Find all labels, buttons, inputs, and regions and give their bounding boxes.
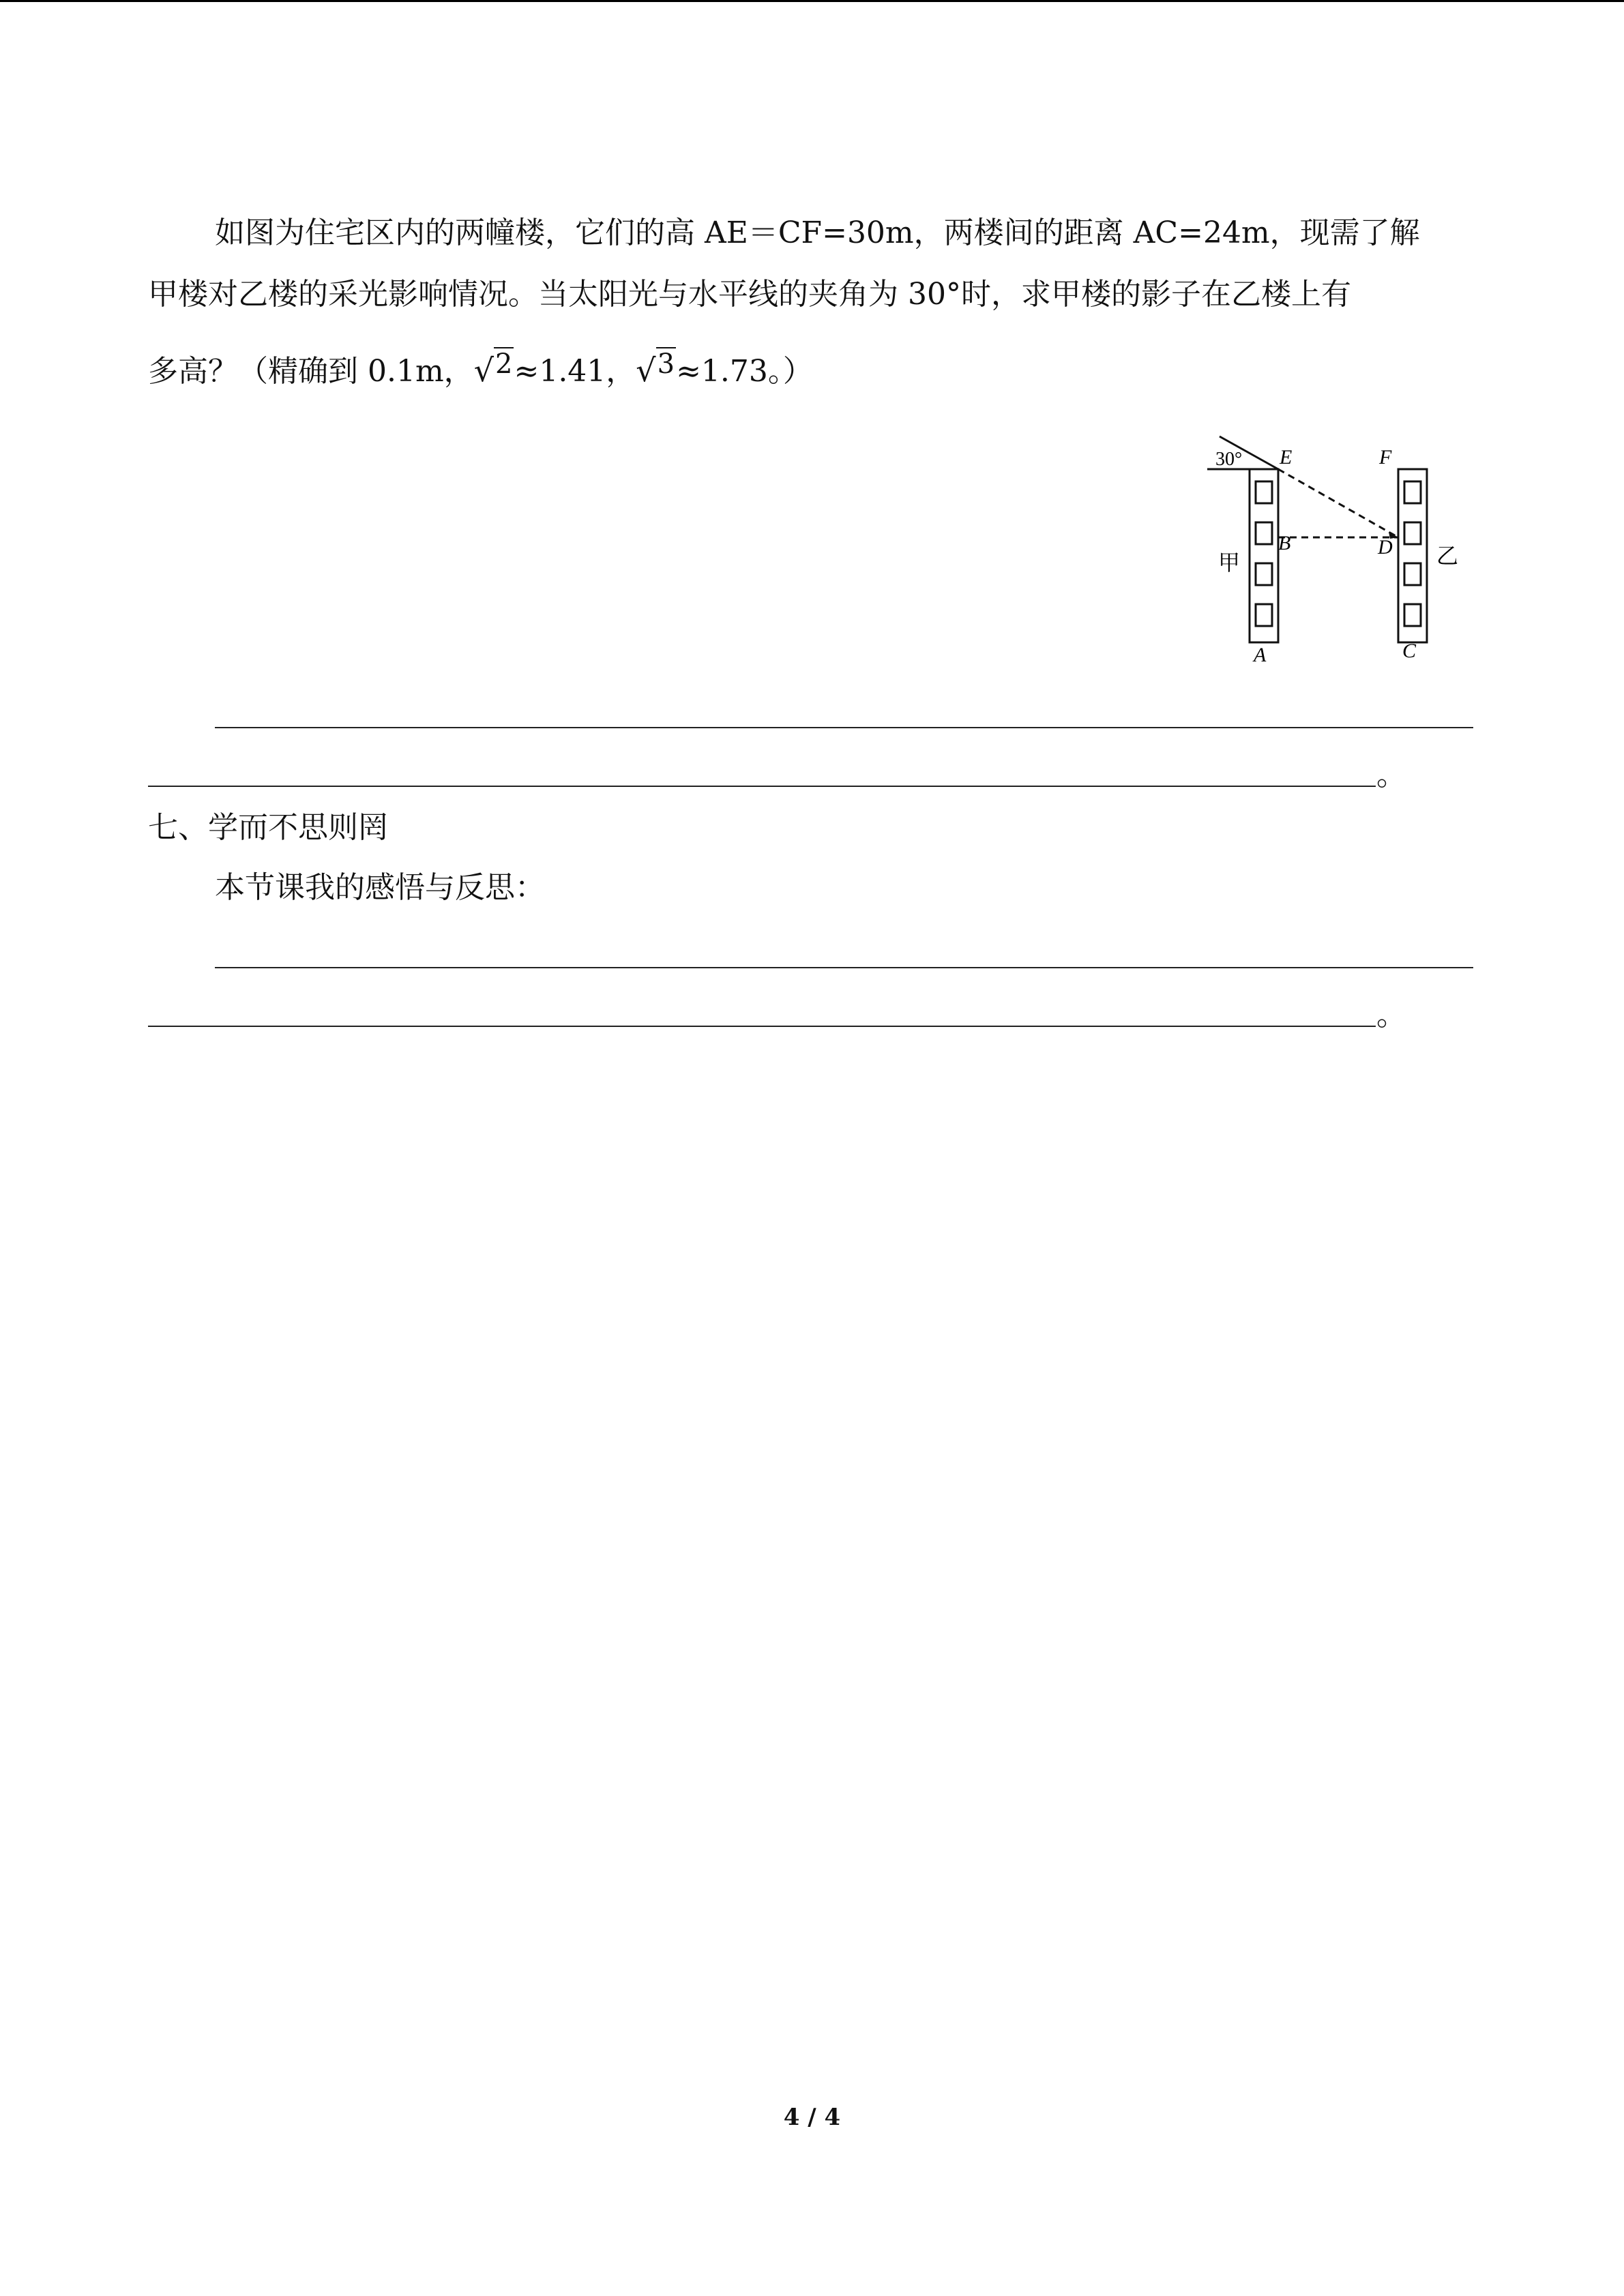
label-jia: 甲 bbox=[1218, 550, 1241, 576]
reflection-line-1[interactable] bbox=[215, 967, 1473, 968]
label-d: D bbox=[1378, 536, 1393, 558]
answer-line-1[interactable] bbox=[215, 727, 1473, 728]
sqrt-3-radicand: 3 bbox=[657, 348, 675, 380]
answer-line-2[interactable] bbox=[148, 786, 1376, 787]
window-jia-2 bbox=[1256, 522, 1272, 544]
window-jia-3 bbox=[1256, 563, 1272, 585]
shadow-ray-dashed bbox=[1278, 469, 1398, 537]
buildings-figure bbox=[1207, 430, 1473, 661]
problem-line-1: 如图为住宅区内的两幢楼，它们的高 AE＝CF=30m，两楼间的距离 AC=24m，现需了解 bbox=[215, 215, 1420, 250]
building-yi bbox=[1398, 469, 1427, 642]
window-jia-4 bbox=[1256, 604, 1272, 626]
page-top-border bbox=[0, 0, 1624, 2]
window-yi-4 bbox=[1404, 604, 1421, 626]
answer-period-1: 。 bbox=[1376, 758, 1406, 792]
problem-line-3-b: ≈1.41， bbox=[514, 354, 636, 389]
problem-line-3-c: ≈1.73。） bbox=[676, 354, 813, 389]
label-c: C bbox=[1402, 640, 1417, 661]
answer-period-2: 。 bbox=[1376, 998, 1406, 1032]
sqrt-2-radicand: 2 bbox=[495, 348, 513, 380]
window-yi-2 bbox=[1404, 522, 1421, 544]
sqrt-2: √2 bbox=[473, 348, 513, 389]
window-yi-1 bbox=[1404, 481, 1421, 503]
label-yi: 乙 bbox=[1436, 543, 1459, 569]
problem-line-3 bbox=[148, 348, 813, 389]
sqrt-3: √3 bbox=[636, 348, 675, 389]
building-jia bbox=[1250, 469, 1278, 642]
window-jia-1 bbox=[1256, 481, 1272, 503]
angle-label: 30° bbox=[1215, 449, 1243, 470]
section-7-heading: 七、学而不思则罔 bbox=[148, 810, 388, 845]
label-e: E bbox=[1280, 446, 1293, 468]
section-7-prompt: 本节课我的感悟与反思： bbox=[215, 870, 545, 905]
window-yi-3 bbox=[1404, 563, 1421, 585]
label-a: A bbox=[1254, 644, 1267, 661]
problem-line-2: 甲楼对乙楼的采光影响情况。当太阳光与水平线的夹角为 30°时，求甲楼的影子在乙楼上有 bbox=[148, 277, 1351, 312]
page-number: 4 / 4 bbox=[783, 2104, 841, 2131]
label-f: F bbox=[1379, 446, 1392, 468]
problem-line-3-a: 多高？（精确到 0.1m， bbox=[148, 354, 474, 389]
reflection-line-2[interactable] bbox=[148, 1026, 1376, 1027]
label-b: B bbox=[1278, 532, 1291, 554]
